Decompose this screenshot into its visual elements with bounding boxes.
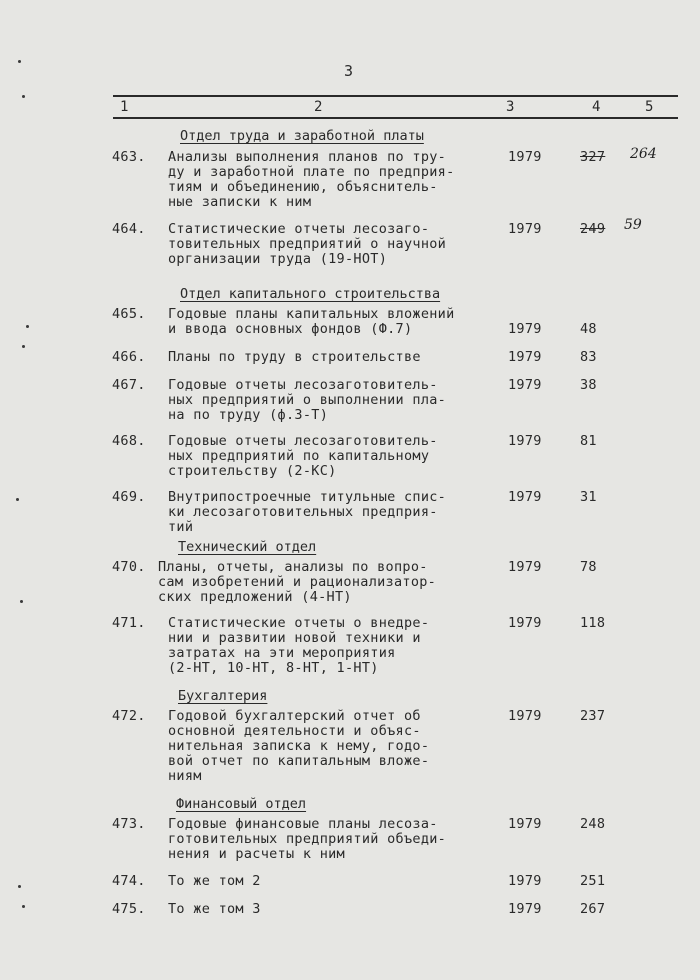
entry-description-line: основной деятельности и объяс- xyxy=(168,723,421,739)
entry-number: 469. xyxy=(112,489,146,505)
entry-year: 1979 xyxy=(508,221,542,237)
entry-description-line: тиям и объединению, объяснитель- xyxy=(168,179,438,195)
column-header-1: 1 xyxy=(120,99,129,115)
entry-description-line: и ввода основных фондов (Ф.7) xyxy=(168,321,413,337)
entry-number: 470. xyxy=(112,559,146,575)
header-rule-bottom xyxy=(113,117,678,119)
entry-number: 465. xyxy=(112,306,146,322)
entry-number: 466. xyxy=(112,349,146,365)
entry-year: 1979 xyxy=(508,349,542,365)
entry-sheets: 327 xyxy=(580,149,606,165)
entry-description-line: Анализы выполнения планов по тру- xyxy=(168,149,447,165)
scan-speck xyxy=(22,905,25,908)
entry-sheets: 118 xyxy=(580,615,606,631)
entry-number: 468. xyxy=(112,433,146,449)
entry-year: 1979 xyxy=(508,489,542,505)
scan-speck xyxy=(20,600,23,603)
entry-number: 464. xyxy=(112,221,146,237)
section-title: Технический отдел xyxy=(178,539,317,555)
entry-sheets: 237 xyxy=(580,708,606,724)
entry-description-line: Статистические отчеты о внедре- xyxy=(168,615,430,631)
entry-sheets: 267 xyxy=(580,901,606,917)
scan-speck xyxy=(18,885,21,888)
entry-description-line: Планы по труду в строительстве xyxy=(168,349,421,365)
entry-description-line: тий xyxy=(168,519,194,535)
entry-description-line: затратах на эти мероприятия xyxy=(168,645,396,661)
section-title: Бухгалтерия xyxy=(178,688,268,704)
entry-sheets: 38 xyxy=(580,377,597,393)
entry-description-line: (2-НТ, 10-НТ, 8-НТ, 1-НТ) xyxy=(168,660,379,676)
entry-sheets: 249 xyxy=(580,221,606,237)
entry-sheets: 78 xyxy=(580,559,597,575)
entry-description-line: нения и расчеты к ним xyxy=(168,846,345,862)
entry-year: 1979 xyxy=(508,615,542,631)
entry-year: 1979 xyxy=(508,433,542,449)
entry-year: 1979 xyxy=(508,149,542,165)
entry-description-line: Годовые отчеты лесозаготовитель- xyxy=(168,377,438,393)
column-header-5: 5 xyxy=(645,99,654,115)
entry-description-line: Планы, отчеты, анализы по вопро- xyxy=(158,559,428,575)
entry-number: 463. xyxy=(112,149,146,165)
entry-description-line: ных предприятий о выполнении пла- xyxy=(168,392,447,408)
entry-sheets: 81 xyxy=(580,433,597,449)
entry-handwritten-note: 59 xyxy=(624,217,642,233)
entry-description-line: ниям xyxy=(168,768,202,784)
section-title: Отдел капитального строительства xyxy=(180,286,441,302)
entry-description-line: нительная записка к нему, годо- xyxy=(168,738,430,754)
entry-description-line: ских предложений (4-НТ) xyxy=(158,589,352,605)
entry-number: 472. xyxy=(112,708,146,724)
entry-year: 1979 xyxy=(508,559,542,575)
entry-number: 475. xyxy=(112,901,146,917)
column-header-3: 3 xyxy=(506,99,515,115)
entry-year: 1979 xyxy=(508,321,542,337)
scan-speck xyxy=(16,498,19,501)
entry-description-line: на по труду (ф.3-Т) xyxy=(168,407,329,423)
page-number: 3 xyxy=(344,62,354,80)
entry-description-line: Годовые отчеты лесозаготовитель- xyxy=(168,433,438,449)
entry-description-line: вой отчет по капитальным вложе- xyxy=(168,753,430,769)
entry-year: 1979 xyxy=(508,901,542,917)
scan-speck xyxy=(22,95,25,98)
entry-sheets: 248 xyxy=(580,816,606,832)
entry-year: 1979 xyxy=(508,873,542,889)
entry-year: 1979 xyxy=(508,708,542,724)
header-rule-top xyxy=(113,95,678,97)
entry-handwritten-note: 264 xyxy=(630,146,657,162)
entry-number: 473. xyxy=(112,816,146,832)
entry-description-line: ду и заработной плате по предприя- xyxy=(168,164,455,180)
entry-description-line: То же том 2 xyxy=(168,873,261,889)
section-title: Финансовый отдел xyxy=(176,796,307,812)
entry-description-line: Внутрипостроечные титульные спис- xyxy=(168,489,447,505)
entry-sheets: 48 xyxy=(580,321,597,337)
entry-description-line: Годовые финансовые планы лесоза- xyxy=(168,816,438,832)
entry-description-line: ных предприятий по капитальному xyxy=(168,448,430,464)
entry-description-line: организации труда (19-НОТ) xyxy=(168,251,388,267)
entry-description-line: Годовой бухгалтерский отчет об xyxy=(168,708,421,724)
scan-speck xyxy=(18,60,21,63)
section-title: Отдел труда и заработной платы xyxy=(180,128,424,144)
entry-description-line: Годовые планы капитальных вложений xyxy=(168,306,455,322)
entry-sheets: 31 xyxy=(580,489,597,505)
entry-description-line: товительных предприятий о научной xyxy=(168,236,447,252)
entry-year: 1979 xyxy=(508,816,542,832)
entry-year: 1979 xyxy=(508,377,542,393)
scan-speck xyxy=(22,345,25,348)
entry-description-line: То же том 3 xyxy=(168,901,261,917)
entry-description-line: Статистические отчеты лесозаго- xyxy=(168,221,430,237)
entry-description-line: ки лесозаготовительных предприя- xyxy=(168,504,438,520)
column-header-2: 2 xyxy=(314,99,323,115)
entry-description-line: строительству (2-КС) xyxy=(168,463,337,479)
entry-description-line: сам изобретений и рационализатор- xyxy=(158,574,437,590)
entry-number: 467. xyxy=(112,377,146,393)
scan-speck xyxy=(26,325,29,328)
entry-sheets: 83 xyxy=(580,349,597,365)
entry-description-line: готовительных предприятий объеди- xyxy=(168,831,447,847)
entry-description-line: нии и развитии новой техники и xyxy=(168,630,421,646)
entry-number: 474. xyxy=(112,873,146,889)
entry-sheets: 251 xyxy=(580,873,606,889)
entry-description-line: ные записки к ним xyxy=(168,194,312,210)
column-header-4: 4 xyxy=(592,99,601,115)
entry-number: 471. xyxy=(112,615,146,631)
